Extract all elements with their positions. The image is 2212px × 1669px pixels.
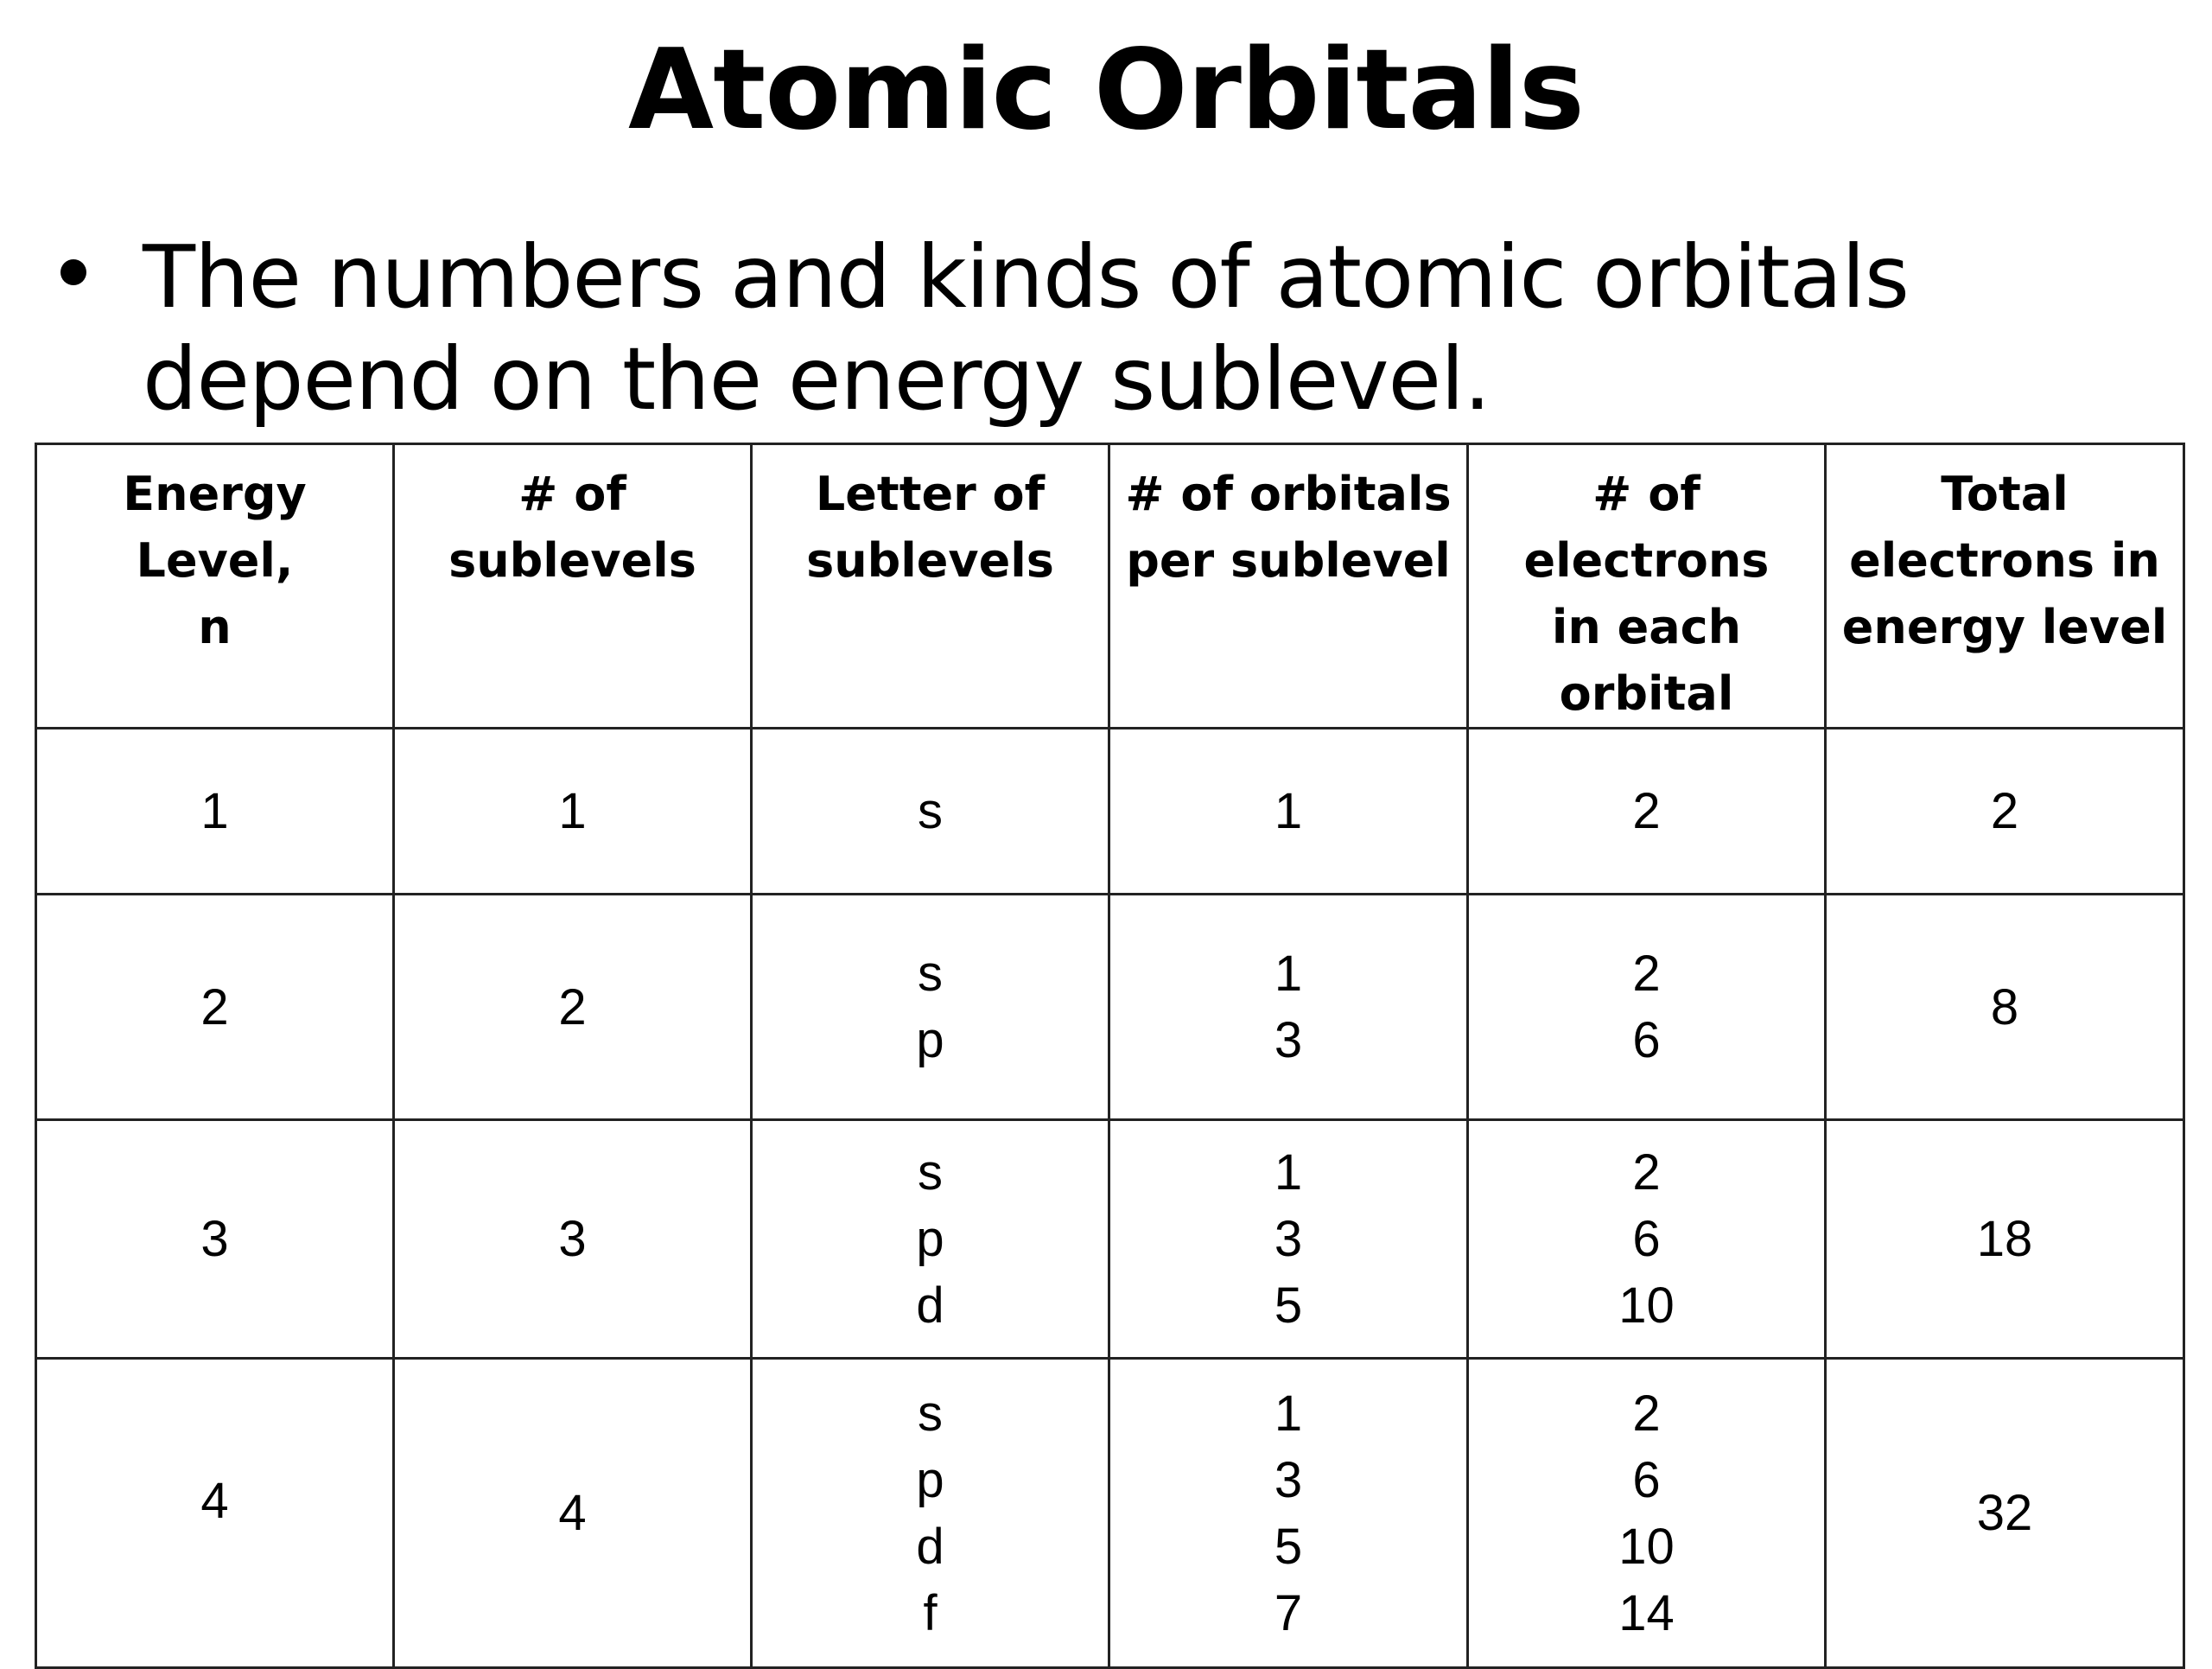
- electron-value: 10: [1618, 1277, 1675, 1334]
- header-letter-sublevels: [752, 444, 1109, 729]
- letter-value: s: [918, 1144, 943, 1201]
- cell-electrons: [1468, 895, 1826, 1120]
- table-row: [36, 895, 2184, 1120]
- header-line: Energy Level,: [123, 467, 307, 588]
- cell-total: 8: [1826, 895, 2184, 1120]
- cell-energy-level: 2: [36, 895, 394, 1120]
- header-total-electrons: [1826, 444, 2184, 729]
- cell-letters: [752, 1359, 1109, 1668]
- header-line: Letter of: [815, 467, 1046, 521]
- letter-value: d: [916, 1277, 944, 1334]
- cell-num-sublevels: 4: [394, 1359, 752, 1668]
- header-electrons-per-orbital: [1468, 444, 1826, 729]
- orbitals-table: [35, 443, 2185, 1669]
- header-line: # of electrons: [1523, 467, 1770, 588]
- cell-orbitals: [1109, 1359, 1468, 1668]
- cell-letters: [752, 729, 1109, 895]
- orbital-value: 7: [1274, 1584, 1303, 1641]
- letter-value: s: [918, 946, 943, 1002]
- cell-orbitals: [1109, 729, 1468, 895]
- orbital-value: 3: [1274, 1012, 1303, 1068]
- table-row: [36, 729, 2184, 895]
- cell-num-sublevels: 2: [394, 895, 752, 1120]
- letter-value: s: [918, 783, 943, 839]
- header-line: energy level: [1841, 600, 2168, 654]
- header-line: n: [198, 600, 232, 654]
- header-line: # of sublevels: [448, 467, 696, 588]
- cell-energy-level: 1: [36, 729, 394, 895]
- cell-total: 32: [1826, 1359, 2184, 1668]
- electron-value: 6: [1632, 1451, 1661, 1508]
- cell-energy-level: [36, 1359, 394, 1668]
- header-line: electrons in: [1849, 533, 2160, 588]
- cell-electrons: [1468, 729, 1826, 895]
- cell-electrons: [1468, 1120, 1826, 1359]
- slide-title: Atomic Orbitals: [628, 26, 1584, 155]
- letter-value: s: [918, 1385, 943, 1442]
- orbital-value: 5: [1274, 1277, 1303, 1334]
- orbital-value: 5: [1274, 1518, 1303, 1575]
- electron-value: 6: [1632, 1012, 1661, 1068]
- orbital-value: 1: [1274, 946, 1303, 1002]
- letter-value: p: [916, 1012, 944, 1068]
- header-line: in each: [1551, 600, 1742, 654]
- table-row: [36, 1120, 2184, 1359]
- orbital-value: 1: [1274, 1144, 1303, 1201]
- electron-value: 2: [1632, 946, 1661, 1002]
- electron-value: 10: [1618, 1518, 1675, 1575]
- header-line: # of orbitals: [1125, 467, 1452, 521]
- cell-letters: [752, 895, 1109, 1120]
- energy-level-value: 4: [200, 1473, 229, 1529]
- electron-value: 14: [1618, 1584, 1675, 1641]
- letter-value: d: [916, 1518, 944, 1575]
- header-orbitals-per-sublevel: [1109, 444, 1468, 729]
- orbital-value: 1: [1274, 783, 1303, 839]
- table-header-row: [36, 444, 2184, 729]
- header-num-sublevels: [394, 444, 752, 729]
- header-line: sublevels: [806, 533, 1054, 588]
- electron-value: 2: [1632, 783, 1661, 839]
- orbital-value: 1: [1274, 1385, 1303, 1442]
- electron-value: 2: [1632, 1144, 1661, 1201]
- orbital-value: 3: [1274, 1451, 1303, 1508]
- cell-total: 18: [1826, 1120, 2184, 1359]
- cell-letters: [752, 1120, 1109, 1359]
- electron-value: 2: [1632, 1385, 1661, 1442]
- orbital-value: 3: [1274, 1211, 1303, 1267]
- bullet-dot-icon: [60, 259, 86, 285]
- cell-total: 2: [1826, 729, 2184, 895]
- header-line: orbital: [1559, 666, 1734, 721]
- cell-orbitals: [1109, 895, 1468, 1120]
- letter-value: f: [923, 1584, 938, 1641]
- bullet-text: The numbers and kinds of atomic orbitals depend on the energy sublevel.: [143, 226, 1910, 430]
- cell-electrons: [1468, 1359, 1826, 1668]
- header-line: Total: [1941, 467, 2069, 521]
- cell-orbitals: [1109, 1120, 1468, 1359]
- letter-value: p: [916, 1211, 944, 1267]
- cell-num-sublevels: 3: [394, 1120, 752, 1359]
- table-row: [36, 1359, 2184, 1668]
- electron-value: 6: [1632, 1211, 1661, 1267]
- cell-num-sublevels: 1: [394, 729, 752, 895]
- cell-energy-level: 3: [36, 1120, 394, 1359]
- header-line: per sublevel: [1126, 533, 1451, 588]
- header-energy-level: [36, 444, 394, 729]
- letter-value: p: [916, 1451, 944, 1508]
